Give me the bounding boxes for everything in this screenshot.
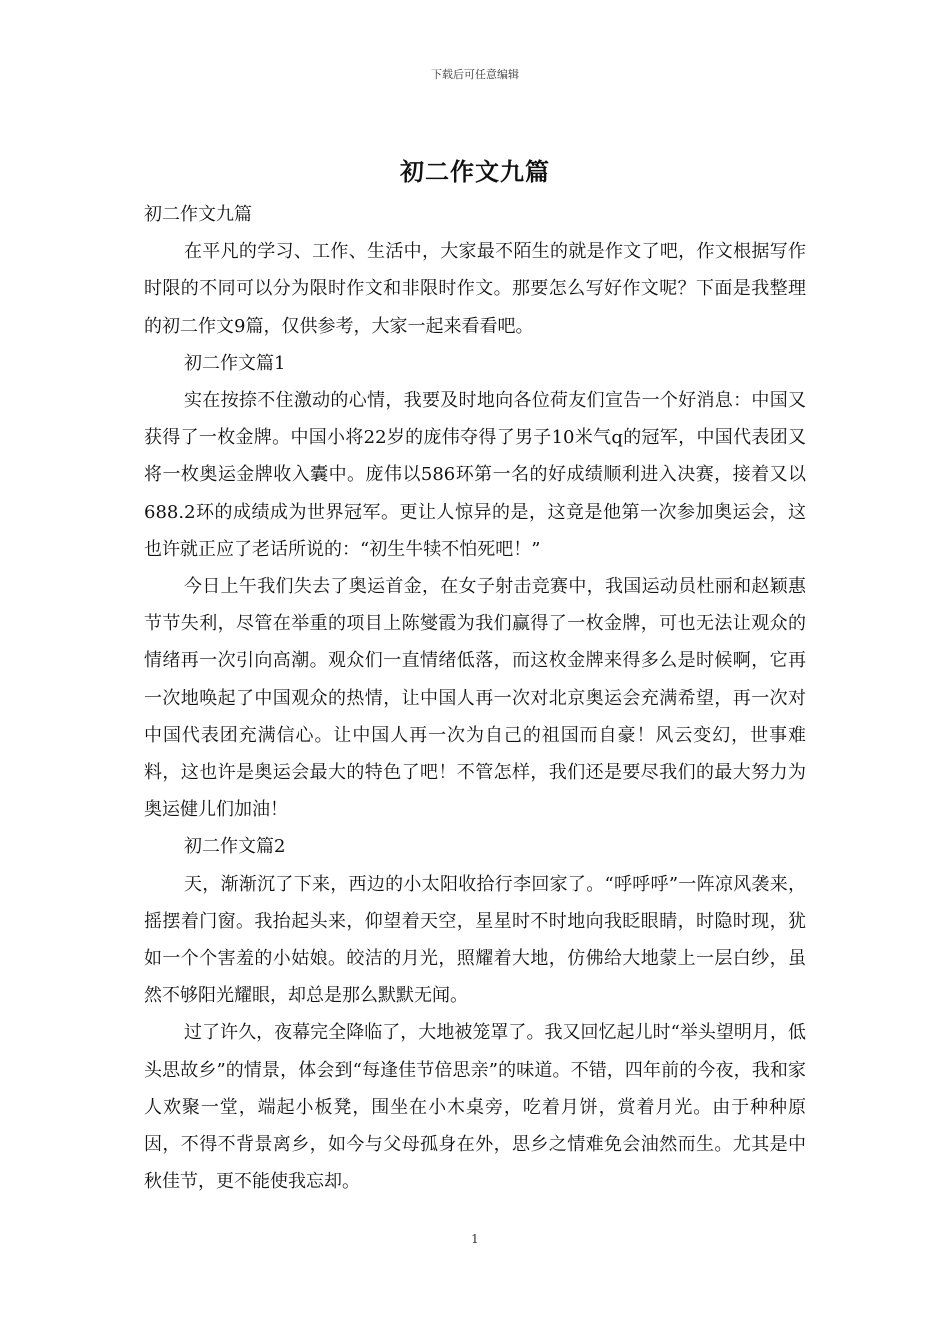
section-heading-2: 初二作文篇2 [184,836,286,858]
intro-paragraph: 在平凡的学习、工作、生活中，大家最不陌生的就是作文了吧，作文根据写作时限的不同可以分为限时作文和非限时作文。那要怎么写好作文呢？下面是我整理的初二作文9篇，仅供参考，大家一起来看看吧。 [144,241,806,337]
section-heading-1: 初二作文篇1 [184,352,286,374]
essay1-paragraph-1: 实在按捺不住激动的心情，我要及时地向各位荷友们宣告一个好消息：中国又获得了一枚金牌。中国小将22岁的庞伟夺得了男子10米气q的冠军，中国代表团又将一枚奥运金牌收入囊中。庞伟以586环第一名的好成绩顺利进入决赛，接着又以688.2环的成绩成为世界冠军。更让人惊异的是，这竟是他第一次参加奥运会，这也许就正应了老话所说的：“初生牛犊不怕死吧！” [144,390,806,560]
header-note: 下载后可任意编辑 [431,68,519,81]
page-number: 1 [471,1232,479,1246]
essay1-paragraph-2: 今日上午我们失去了奥运首金，在女子射击竞赛中，我国运动员杜丽和赵颖惠节节失利，尽管在举重的项目上陈燮霞为我们赢得了一枚金牌，可也无法让观众的情绪再一次引向高潮。观众们一直情绪低落，而这枚金牌来得多么是时候啊，它再一次地唤起了中国观众的热情，让中国人再一次对北京奥运会充满希望，再一次对中国代表团充满信心。让中国人再一次为自己的祖国而自豪！风云变幻，世事难料，这也许是奥运会最大的特色了吧！不管怎样，我们还是要尽我们的最大努力为奥运健儿们加油！ [144,576,806,821]
document-body [144,196,806,1200]
essay2-paragraph-1: 天，渐渐沉了下来，西边的小太阳收拾行李回家了。“呼呼呼”一阵凉风袭来，摇摆着门窗。我抬起头来，仰望着天空，星星时不时地向我眨眼睛，时隐时现，犹如一个个害羞的小姑娘。皎洁的月光，照耀着大地，仿佛给大地蒙上一层白纱，虽然不够阳光耀眼，却总是那么默默无闻。 [144,873,806,1007]
document-title: 初二作文九篇 [400,157,550,186]
subtitle-paragraph: 初二作文九篇 [144,204,252,225]
essay2-paragraph-2: 过了许久，夜幕完全降临了，大地被笼罩了。我又回忆起儿时“举头望明月，低头思故乡”的情景，体会到“每逢佳节倍思亲”的味道。不错，四年前的今夜，我和家人欢聚一堂，端起小板凳，围坐在小木桌旁，吃着月饼，赏着月光。由于种种原因，不得不背景离乡，如今与父母孤身在外，思乡之情难免会油然而生。尤其是中秋佳节，更不能使我忘却。 [144,1022,806,1193]
